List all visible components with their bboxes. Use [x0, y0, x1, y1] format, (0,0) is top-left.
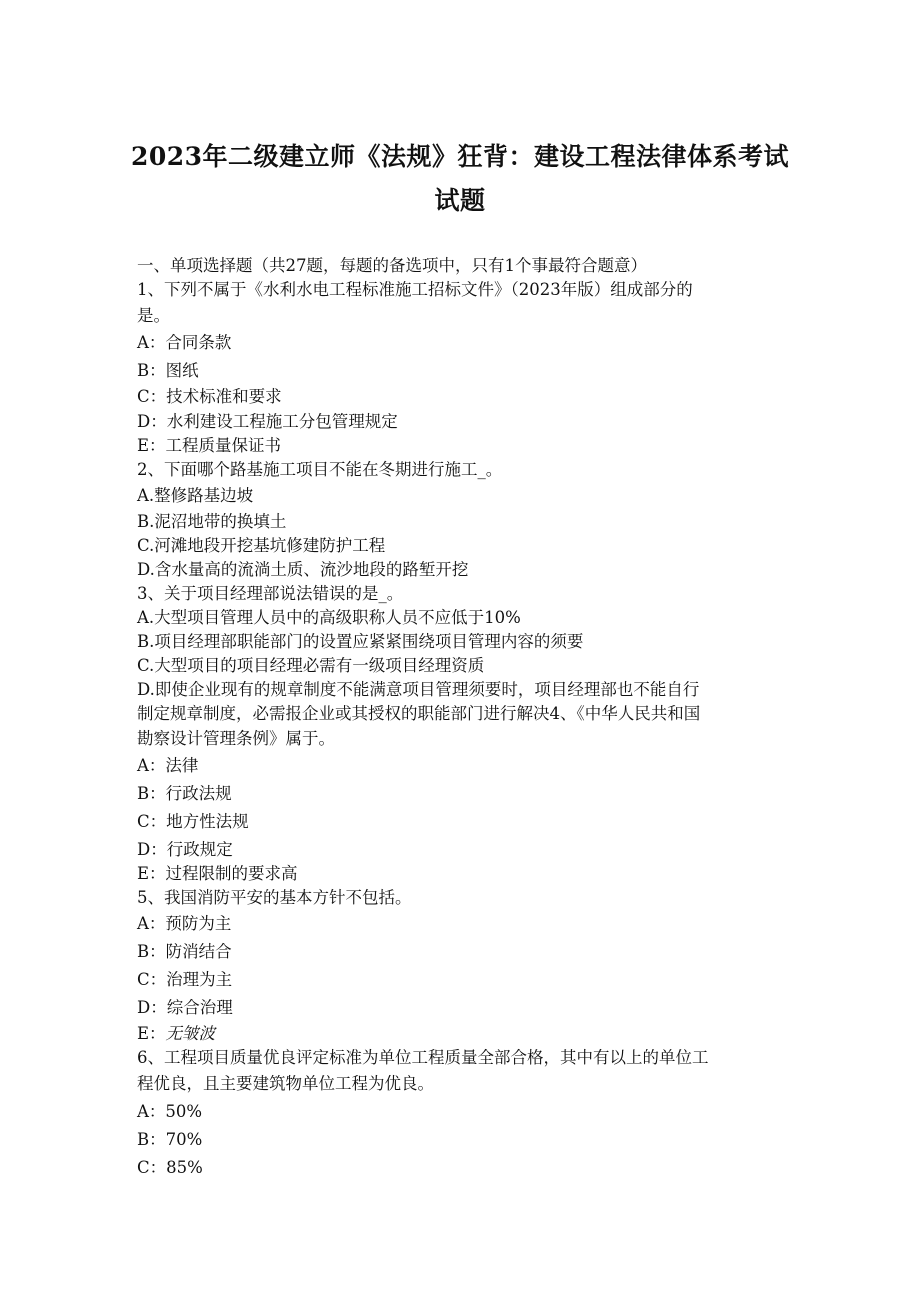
text-line: B.项目经理部职能部门的设置应紧紧围绕项目管理内容的须要: [137, 632, 584, 651]
text-line: B：行政法规: [137, 784, 232, 803]
text-line: C.大型项目的项目经理必需有一级项目经理资质: [137, 656, 485, 675]
text-line: C：技术标准和要求: [137, 387, 282, 406]
text-line: A：法律: [137, 756, 199, 775]
text-line: B：图纸: [137, 361, 199, 380]
text-line: B.泥沼地带的换填土: [137, 512, 287, 531]
text-line: C：治理为主: [137, 970, 233, 989]
text-line: D.含水量高的流淌土质、流沙地段的路堑开挖: [137, 560, 469, 579]
text-line: 2、下面哪个路基施工项目不能在冬期进行施工_。: [137, 460, 503, 479]
text-line: A：预防为主: [137, 914, 232, 933]
text-line: E：无皱波: [137, 1024, 216, 1043]
text-line: B：70%: [137, 1130, 203, 1149]
text-line: A：合同条款: [137, 333, 232, 352]
document-title-line2: 试题: [434, 186, 486, 215]
text-line: B：防消结合: [137, 942, 232, 961]
text-line: 3、关于项目经理部说法错误的是_。: [137, 584, 404, 603]
text-line: 是。: [137, 306, 170, 325]
text-line: A.整修路基边坡: [137, 486, 254, 505]
text-line: A：50%: [137, 1102, 203, 1121]
text-line: 一、单项选择题（共27题，每题的备选项中，只有1个事最符合题意）: [137, 256, 647, 275]
text-line: 程优良，且主要建筑物单位工程为优良。: [137, 1074, 434, 1093]
text-line: D：行政规定: [137, 840, 233, 859]
text-line: 勘察设计管理条例》属于。: [137, 729, 335, 748]
document-body: [137, 254, 797, 1182]
text-line: E：过程限制的要求高: [137, 864, 298, 883]
text-line: D.即使企业现有的规章制度不能满意项目管理须要时，项目经理部也不能自行: [137, 680, 700, 699]
text-line: 5、我国消防平安的基本方针不包括。: [137, 888, 412, 907]
document-title-line1: 2023年二级建立师《法规》狂背：建设工程法律体系考试: [130, 142, 790, 171]
text-line: 制定规章制度，必需报企业或其授权的职能部门进行解决4、《中华人民共和国: [137, 704, 701, 723]
text-line: E：工程质量保证书: [137, 436, 282, 455]
text-line: C：85%: [137, 1158, 203, 1177]
text-line: A.大型项目管理人员中的高级职称人员不应低于10%: [137, 608, 521, 627]
text-line: 6、工程项目质量优良评定标准为单位工程质量全部合格，其中有以上的单位工: [137, 1048, 709, 1067]
text-line: 1、下列不属于《水利水电工程标准施工招标文件》（2023年版）组成部分的: [137, 280, 693, 299]
text-line: C.河滩地段开挖基坑修建防护工程: [137, 536, 386, 555]
text-line: D：水利建设工程施工分包管理规定: [137, 412, 398, 431]
text-line: C：地方性法规: [137, 812, 249, 831]
text-line: D：综合治理: [137, 998, 233, 1017]
